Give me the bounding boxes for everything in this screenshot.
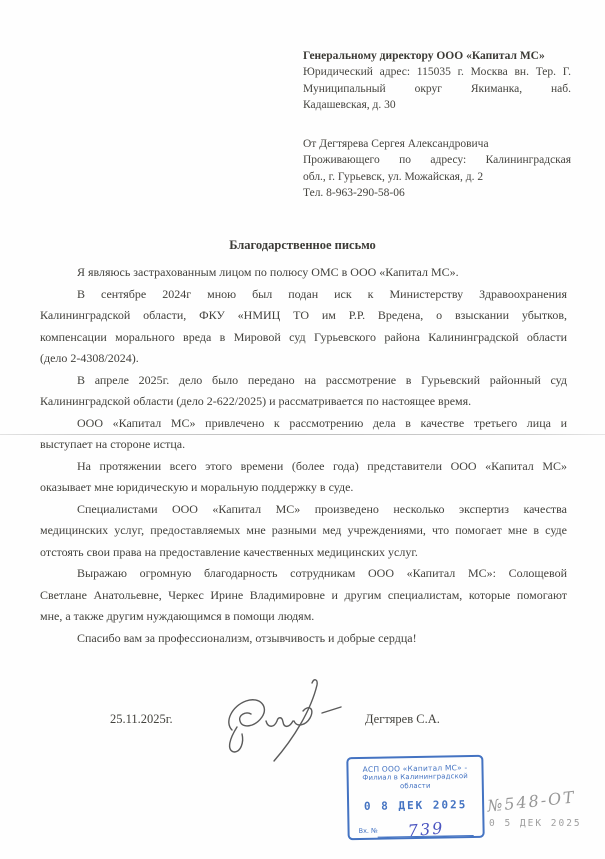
body-line: Калининградской области (дело 2-622/2025) и рассматривается по настоящее время. xyxy=(40,394,472,408)
body-line: медицинских услуг, предоставляемых мне разными мед учреждениями, что помогает мне в суде xyxy=(40,523,567,537)
body-line-underlined: ООО «Капитал МС» привлечено к рассмотрению дела в качестве третьего лица и xyxy=(40,413,567,435)
sender-from-line: От Дегтярева Сергея Александровича xyxy=(303,138,489,150)
body-line: На протяжении всего этого времени (более года) представители ООО «Капитал МС» xyxy=(77,458,567,473)
letter-title: Благодарственное письмо xyxy=(229,238,376,252)
body-line: В сентябре 2024г мною был подан иск к Министерству Здравоохранения xyxy=(77,286,567,301)
pencil-ref-number: №548-ОТ xyxy=(486,787,577,816)
body-line: мне, а также другим нуждающимся в помощи людям. xyxy=(40,609,315,623)
body-line: отстоять свои права на предоставление качественных медицинских услуг. xyxy=(40,544,418,559)
sender-phone-line: Тел. 8-963-290-58-06 xyxy=(303,187,405,200)
body-line: Выражаю огромную благодарность сотрудникам ООО «Капитал МС»: Солощевой xyxy=(77,566,567,580)
body-line: Специалистами ООО «Капитал МС» произведено несколько экспертиз качества xyxy=(77,501,567,516)
body-line: выступает на стороне истца. xyxy=(40,437,186,451)
stamp-org-line-1: АСП ООО «Капитал МС» - xyxy=(362,763,468,774)
body-line: оказывает мне юридическую и моральную поддержку в суде. xyxy=(40,480,354,494)
sender-address-line: Проживающего по адресу: Калининградская xyxy=(303,154,571,167)
pen-underline-extension xyxy=(0,434,605,435)
stamp-org-line-2: Филиал в Калининградской области xyxy=(362,772,468,791)
body-line: В апреле 2025г. дело было передано на рассмотрение в Гурьевский районный суд xyxy=(77,372,567,387)
signee-name: Дегтярев С.А. xyxy=(365,712,440,726)
body-line: Я являюсь застрахованным лицом по полюсу ОМС в ООО «Капитал МС». xyxy=(77,265,459,279)
recipient-block xyxy=(303,48,571,114)
sender-address-line: обл., г. Гурьевск, ул. Можайская, д. 2 xyxy=(303,170,484,183)
sender-block xyxy=(303,136,571,202)
body-line: компенсации морального вреда в Мировой суд Гурьевского района Калининградской области xyxy=(40,329,567,344)
body-line: Спасибо вам за профессионализм, отзывчивость и добрые сердца! xyxy=(77,630,417,645)
recipient-title-line: Генеральному директору ООО «Капитал МС» xyxy=(303,50,545,62)
letter-body xyxy=(40,262,567,649)
handwritten-signature xyxy=(216,672,346,764)
stamp-number-handwritten: 739 xyxy=(406,818,445,841)
body-line: Калининградской области, ФКУ «НМИЦ ТО им Р.Р. Вредена, о взыскании убытков, xyxy=(40,308,567,322)
stamp-number-label: Вх. № xyxy=(358,826,378,835)
recipient-address-line: Юридический адрес: 115035 г. Москва вн. Тер. Г. xyxy=(303,66,571,79)
body-line: Светлане Анатольевне, Черкес Ирине Владимировне и другим специалистам, которые помогают xyxy=(40,587,567,602)
pencil-date-stamp: 0 5 ДЕК 2025 xyxy=(489,818,582,829)
incoming-stamp xyxy=(346,755,484,840)
recipient-address-line: Муниципальный округ Якиманка, наб. xyxy=(303,82,571,95)
stamp-date: 0 8 ДЕК 2025 xyxy=(363,798,468,813)
stamp-number-line xyxy=(378,815,474,841)
body-line: (дело 2-4308/2024). xyxy=(40,351,139,365)
recipient-address-line: Кадашевская, д. 30 xyxy=(303,99,396,112)
signature-date: 25.11.2025г. xyxy=(110,712,173,726)
